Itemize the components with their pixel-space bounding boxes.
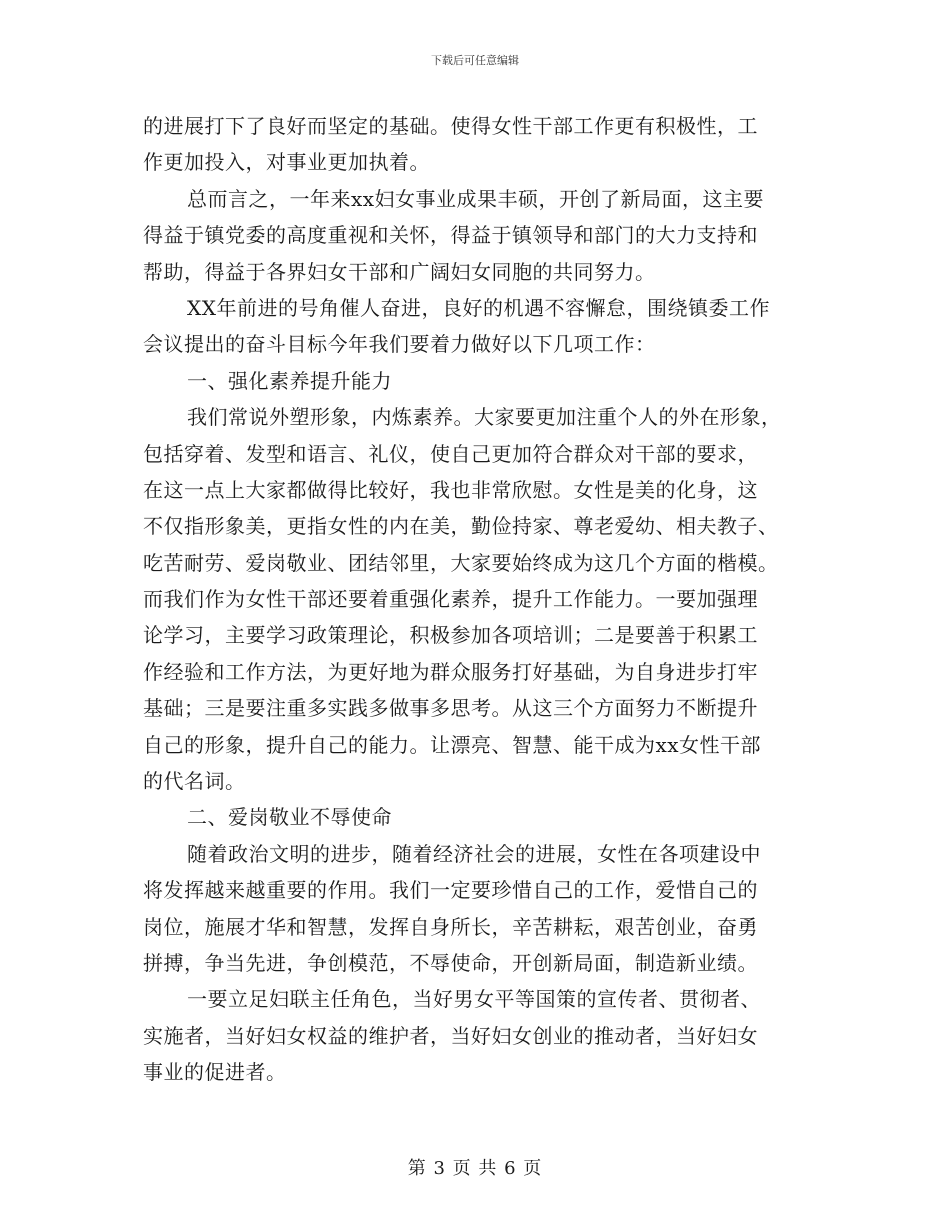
text-line: XX年前进的号角催人奋进，良好的机遇不容懈怠，围绕镇委工作 (187, 295, 770, 320)
text-line: 作经验和工作方法，为更好地为群众服务打好基础，为自身进步打牢 (143, 659, 758, 684)
text-line: 事业的促进者。 (143, 1060, 287, 1085)
text-line: 作更加投入，对事业更加执着。 (143, 150, 430, 175)
text-line: 实施者，当好妇女权益的维护者，当好妇女创业的推动者，当好妇女 (143, 1023, 758, 1048)
text-line: 拼搏，争当先进，争创模范，不辱使命，开创新局面，制造新业绩。 (143, 950, 758, 975)
text-line: 基础；三是要注重多实践多做事多思考。从这三个方面努力不断提升 (143, 696, 758, 721)
text-line: 不仅指形象美，更指女性的内在美，勤俭持家、尊老爱幼、相夫教子、 (143, 514, 779, 539)
page-header: 下载后可任意编辑 (431, 54, 519, 67)
text-line: 岗位，施展才华和智慧，发挥自身所长，辛苦耕耘，艰苦创业，奋勇 (143, 914, 758, 939)
text-line: 我们常说外塑形象，内炼素养。大家要更加注重个人的外在形象， (187, 405, 782, 430)
text-line: 随着政治文明的进步，随着经济社会的进展，女性在各项建设中 (187, 841, 761, 866)
text-line: 的进展打下了良好而坚定的基础。使得女性干部工作更有积极性，工 (143, 114, 758, 138)
text-line: 一要立足妇联主任角色，当好男女平等国策的宣传者、贯彻者、 (187, 987, 761, 1012)
text-line: 的代名词。 (143, 769, 246, 794)
text-line: 会议提出的奋斗目标今年我们要着力做好以下几项工作： (143, 332, 656, 357)
text-line: 在这一点上大家都做得比较好，我也非常欣慰。女性是美的化身，这 (143, 477, 758, 502)
text-line: 论学习，主要学习政策理论，积极参加各项培训；二是要善于积累工 (143, 623, 758, 648)
document-body (143, 108, 808, 1091)
text-line: 自己的形象，提升自己的能力。让漂亮、智慧、能干成为xx女性干部 (143, 732, 762, 757)
text-line: 将发挥越来越重要的作用。我们一定要珍惜自己的工作，爱惜自己的 (143, 878, 758, 903)
text-line: 而我们作为女性干部还要着重强化素养，提升工作能力。一要加强理 (143, 587, 758, 612)
text-line: 一、强化素养提升能力 (187, 368, 392, 393)
text-line: 包括穿着、发型和语言、礼仪，使自己更加符合群众对干部的要求， (143, 441, 758, 466)
text-line: 吃苦耐劳、爱岗敬业、团结邻里，大家要始终成为这几个方面的楷模。 (143, 550, 779, 575)
text-line: 总而言之，一年来xx妇女事业成果丰硕，开创了新局面，这主要 (187, 186, 765, 211)
page-number-footer: 第 3 页 共 6 页 (407, 1158, 543, 1179)
text-line: 二、爱岗敬业不辱使命 (187, 805, 392, 830)
text-line: 帮助，得益于各界妇女干部和广阔妇女同胞的共同努力。 (143, 259, 656, 284)
text-line: 得益于镇党委的高度重视和关怀，得益于镇领导和部门的大力支持和 (143, 223, 758, 248)
